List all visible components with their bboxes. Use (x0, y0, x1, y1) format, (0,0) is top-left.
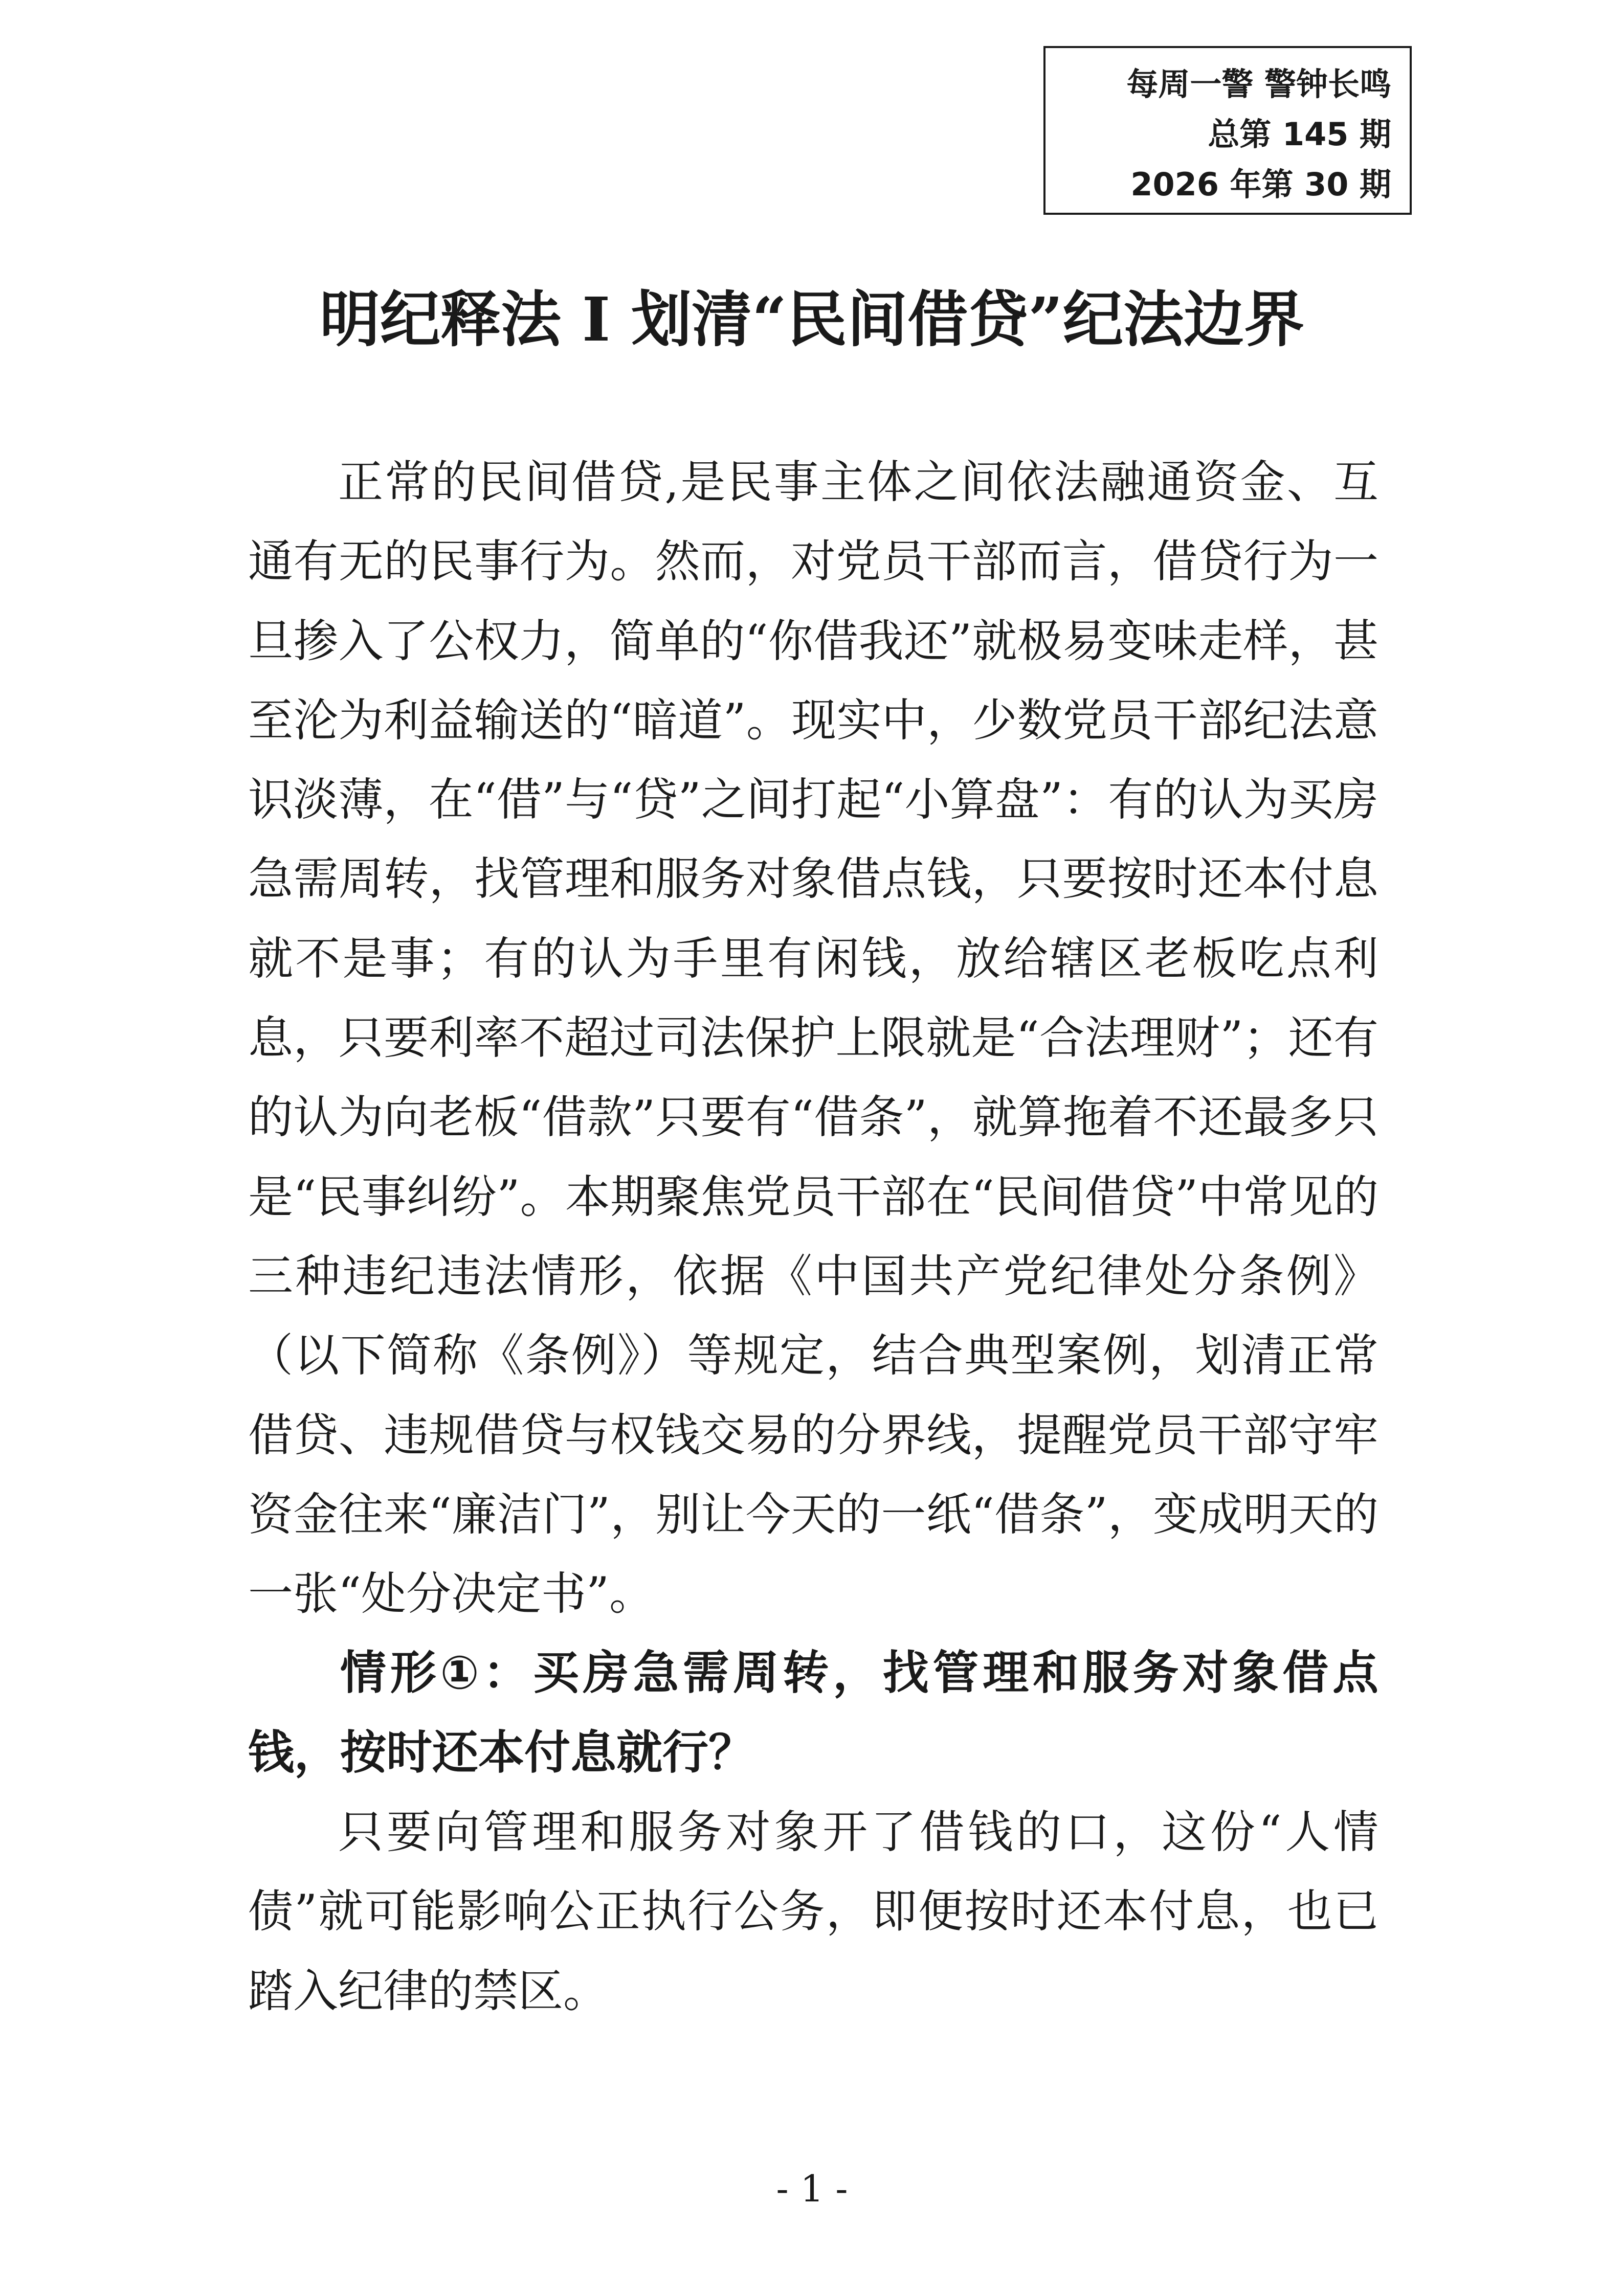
section-heading: 情形①：买房急需周转，找管理和服务对象借点钱，按时还本付息就行？ (248, 1646, 1378, 1780)
article-title: 明纪释法 I 划清“民间借贷”纪法边界 (319, 284, 1305, 355)
page-number: - 1 - (776, 2167, 848, 2210)
issue-info-box (1043, 46, 1412, 215)
article-body (248, 442, 1378, 2031)
year-issue-number: 2026 年第 30 期 (1130, 166, 1391, 203)
section-paragraph: 只要向管理和服务对象开了借钱的口，这份“人情债”就可能影响公正执行公务，即便按时还本付息，也已踏入纪律的禁区。 (248, 1806, 1378, 2017)
issue-slogan: 每周一警 警钟长鸣 (1126, 65, 1391, 103)
intro-paragraph: 正常的民间借贷,是民事主体之间依法融通资金、互通有无的民事行为。然而，对党员干部而言，借贷行为一旦掺入了公权力，简单的“你借我还”就极易变味走样，甚至沦为利益输送的“暗道”。现实中，少数党员干部纪法意识淡薄，在“借”与“贷”之间打起“小算盘”：有的认为买房急需周转，找管理和服务对象借点钱，只要按时还本付息就不是事；有的认为手里有闲钱，放给辖区老板吃点利息，只要利率不超过司法保护上限就是“合法理财”；还有的认为向老板“借款”只要有“借条”，就算拖着不还最多只是“民事纠纷”。本期聚焦党员干部在“民间借贷”中常见的三种违纪违法情形，依据《中国共产党纪律处分条例》（以下简称《条例》）等规定，结合典型案例，划清正常借贷、违规借贷与权钱交易的分界线，提醒党员干部守牢资金往来“廉洁门”，别让今天的一纸“借条”，变成明天的一张“处分决定书”。 (248, 456, 1378, 1620)
total-issue-number: 总第 145 期 (1208, 116, 1391, 153)
